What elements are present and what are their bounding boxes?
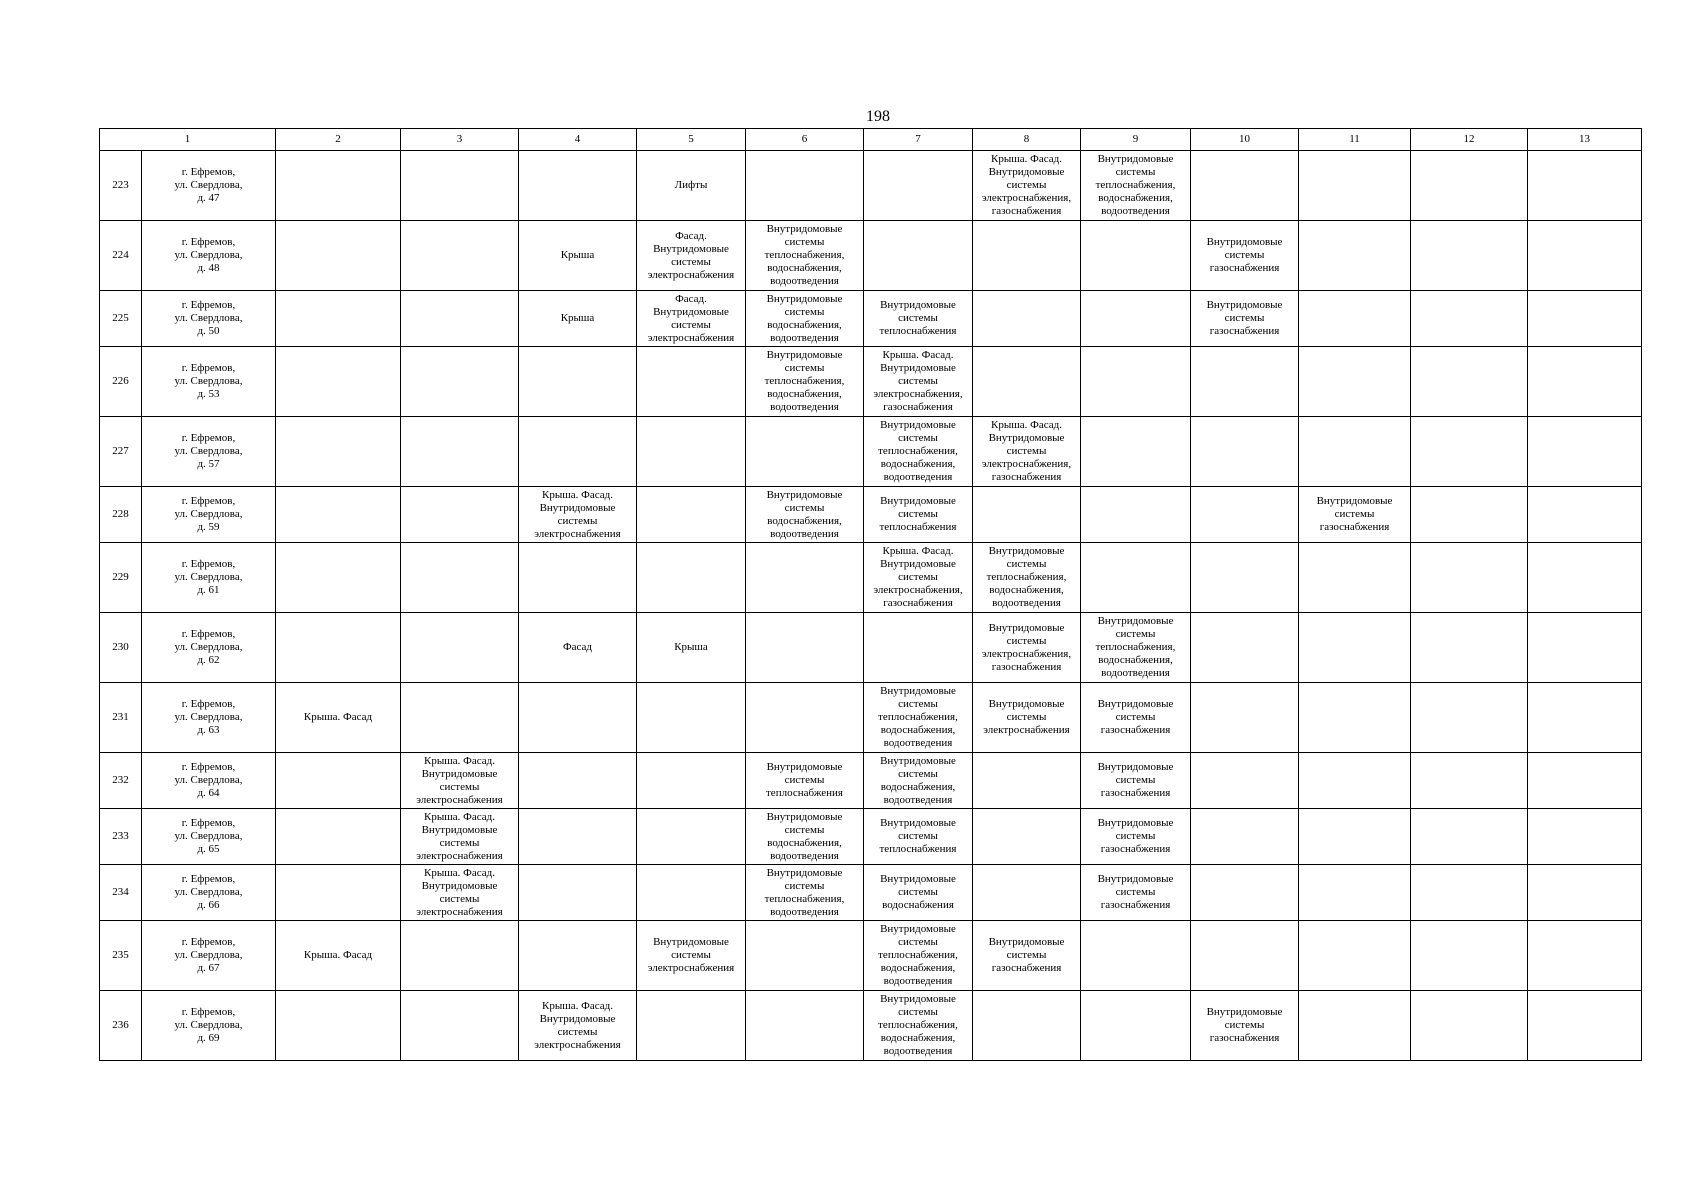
- table-row: [100, 417, 1642, 487]
- table-cell: [276, 991, 401, 1061]
- table-cell: [519, 865, 637, 921]
- table-cell: [1528, 221, 1642, 291]
- column-header: 2: [276, 129, 401, 151]
- table-cell: [1528, 991, 1642, 1061]
- table-cell: [1081, 417, 1191, 487]
- column-header: 7: [864, 129, 973, 151]
- address-cell: г. Ефремов, ул. Свердлова, д. 66: [142, 865, 276, 921]
- table-row: [100, 543, 1642, 613]
- table-cell: [1081, 921, 1191, 991]
- address-cell: г. Ефремов, ул. Свердлова, д. 65: [142, 809, 276, 865]
- table-cell: Внутридомовые системы газоснабжения: [1191, 991, 1299, 1061]
- table-row: [100, 613, 1642, 683]
- table-cell: [1528, 753, 1642, 809]
- repair-schedule-table: [99, 128, 1642, 1061]
- table-cell: [401, 221, 519, 291]
- table-cell: Крыша. Фасад. Внутридомовые системы электроснабжения: [519, 991, 637, 1061]
- table-cell: [519, 809, 637, 865]
- table-cell: [1299, 991, 1411, 1061]
- table-cell: [1191, 543, 1299, 613]
- table-cell: [1081, 487, 1191, 543]
- column-header: 8: [973, 129, 1081, 151]
- row-number: 228: [100, 487, 142, 543]
- header-row: [100, 129, 1642, 151]
- column-header: 12: [1411, 129, 1528, 151]
- table-cell: [746, 613, 864, 683]
- address-cell: г. Ефремов, ул. Свердлова, д. 61: [142, 543, 276, 613]
- row-number: 235: [100, 921, 142, 991]
- table-cell: [276, 291, 401, 347]
- table-cell: Крыша. Фасад: [276, 921, 401, 991]
- table-cell: [1411, 347, 1528, 417]
- table-cell: [1191, 683, 1299, 753]
- table-cell: Внутридомовые системы водоснабжения, водоотведения: [746, 809, 864, 865]
- table-cell: [1411, 417, 1528, 487]
- table-cell: [973, 221, 1081, 291]
- table-cell: Внутридомовые системы водоснабжения, водоотведения: [746, 291, 864, 347]
- row-number: 225: [100, 291, 142, 347]
- address-cell: г. Ефремов, ул. Свердлова, д. 63: [142, 683, 276, 753]
- address-cell: г. Ефремов, ул. Свердлова, д. 64: [142, 753, 276, 809]
- table-cell: [1299, 683, 1411, 753]
- table-cell: [1191, 151, 1299, 221]
- table-cell: [519, 543, 637, 613]
- table-cell: [401, 921, 519, 991]
- column-header: 5: [637, 129, 746, 151]
- table-cell: Внутридомовые системы электроснабжения: [637, 921, 746, 991]
- table-cell: [746, 151, 864, 221]
- table-cell: [1299, 151, 1411, 221]
- table-cell: [1528, 921, 1642, 991]
- address-cell: г. Ефремов, ул. Свердлова, д. 48: [142, 221, 276, 291]
- table-cell: Внутридомовые системы электроснабжения, газоснабжения: [973, 613, 1081, 683]
- table-cell: Крыша: [519, 291, 637, 347]
- table-cell: Крыша. Фасад. Внутридомовые системы электроснабжения: [401, 865, 519, 921]
- table-cell: [401, 683, 519, 753]
- table-cell: Крыша. Фасад: [276, 683, 401, 753]
- table-cell: Фасад. Внутридомовые системы электроснабжения: [637, 221, 746, 291]
- table-cell: Внутридомовые системы теплоснабжения, водоснабжения, водоотведения: [746, 221, 864, 291]
- table-cell: [276, 487, 401, 543]
- table-cell: [637, 487, 746, 543]
- table-cell: [973, 809, 1081, 865]
- table-cell: [276, 865, 401, 921]
- table-cell: Внутридомовые системы электроснабжения: [973, 683, 1081, 753]
- table-cell: [1299, 291, 1411, 347]
- table-cell: [637, 991, 746, 1061]
- row-number: 227: [100, 417, 142, 487]
- column-header: 1: [100, 129, 276, 151]
- table-cell: [1411, 543, 1528, 613]
- table-cell: Внутридомовые системы теплоснабжения, водоснабжения, водоотведения: [864, 417, 973, 487]
- table-cell: [519, 683, 637, 753]
- table-cell: [1191, 347, 1299, 417]
- table-cell: Внутридомовые системы газоснабжения: [1081, 809, 1191, 865]
- table-cell: Внутридомовые системы теплоснабжения, водоснабжения, водоотведения: [1081, 151, 1191, 221]
- table-cell: [1528, 291, 1642, 347]
- table-cell: [1191, 487, 1299, 543]
- table-cell: [1528, 865, 1642, 921]
- table-cell: [746, 543, 864, 613]
- table-cell: Крыша. Фасад. Внутридомовые системы электроснабжения: [401, 753, 519, 809]
- table-row: [100, 753, 1642, 809]
- table-cell: [1299, 613, 1411, 683]
- table-cell: [1191, 809, 1299, 865]
- row-number: 234: [100, 865, 142, 921]
- table-cell: [637, 809, 746, 865]
- row-number: 231: [100, 683, 142, 753]
- table-cell: [519, 417, 637, 487]
- table-cell: Крыша. Фасад. Внутридомовые системы электроснабжения: [401, 809, 519, 865]
- table-cell: [1299, 809, 1411, 865]
- row-number: 224: [100, 221, 142, 291]
- table-cell: [1411, 151, 1528, 221]
- table-cell: [276, 347, 401, 417]
- table-cell: [1411, 613, 1528, 683]
- address-cell: г. Ефремов, ул. Свердлова, д. 57: [142, 417, 276, 487]
- table-cell: [746, 417, 864, 487]
- table-cell: Внутридомовые системы газоснабжения: [1191, 291, 1299, 347]
- table-cell: [864, 221, 973, 291]
- column-header: 4: [519, 129, 637, 151]
- table-cell: Внутридомовые системы газоснабжения: [1081, 683, 1191, 753]
- table-cell: Лифты: [637, 151, 746, 221]
- table-cell: [637, 347, 746, 417]
- row-number: 226: [100, 347, 142, 417]
- table-cell: Внутридомовые системы теплоснабжения, водоснабжения, водоотведения: [1081, 613, 1191, 683]
- table-cell: [1081, 291, 1191, 347]
- address-cell: г. Ефремов, ул. Свердлова, д. 50: [142, 291, 276, 347]
- column-header: 11: [1299, 129, 1411, 151]
- table-row: [100, 991, 1642, 1061]
- table-row: [100, 921, 1642, 991]
- table-cell: Крыша. Фасад. Внутридомовые системы электроснабжения, газоснабжения: [973, 417, 1081, 487]
- table-cell: Внутридомовые системы водоснабжения, водоотведения: [746, 487, 864, 543]
- table-row: [100, 291, 1642, 347]
- row-number: 232: [100, 753, 142, 809]
- table-cell: [1411, 921, 1528, 991]
- table-cell: [1191, 417, 1299, 487]
- table-row: [100, 487, 1642, 543]
- table-cell: Внутридомовые системы водоснабжения, водоотведения: [864, 753, 973, 809]
- table-cell: [637, 865, 746, 921]
- address-cell: г. Ефремов, ул. Свердлова, д. 47: [142, 151, 276, 221]
- address-cell: г. Ефремов, ул. Свердлова, д. 62: [142, 613, 276, 683]
- address-cell: г. Ефремов, ул. Свердлова, д. 53: [142, 347, 276, 417]
- table-row: [100, 151, 1642, 221]
- table-cell: [401, 347, 519, 417]
- table-cell: [401, 417, 519, 487]
- table-cell: Внутридомовые системы теплоснабжения, водоснабжения, водоотведения: [746, 347, 864, 417]
- table-cell: Крыша: [519, 221, 637, 291]
- table-cell: [1191, 921, 1299, 991]
- table-cell: Фасад: [519, 613, 637, 683]
- table-cell: [401, 151, 519, 221]
- table-cell: [401, 487, 519, 543]
- table-cell: [1299, 417, 1411, 487]
- table-cell: Крыша: [637, 613, 746, 683]
- table-cell: [276, 613, 401, 683]
- table-cell: [1299, 347, 1411, 417]
- table-cell: [973, 753, 1081, 809]
- table-cell: Внутридомовые системы теплоснабжения: [864, 809, 973, 865]
- table-cell: [1411, 991, 1528, 1061]
- table-row: [100, 221, 1642, 291]
- table-cell: [1411, 683, 1528, 753]
- row-number: 233: [100, 809, 142, 865]
- table-cell: [973, 991, 1081, 1061]
- table-cell: [746, 683, 864, 753]
- table-row: [100, 809, 1642, 865]
- table-cell: Внутридомовые системы теплоснабжения: [746, 753, 864, 809]
- table-cell: [519, 753, 637, 809]
- table-cell: [276, 151, 401, 221]
- table-cell: [637, 753, 746, 809]
- table-cell: [864, 151, 973, 221]
- table-cell: [1528, 487, 1642, 543]
- table-cell: [1411, 221, 1528, 291]
- column-header: 9: [1081, 129, 1191, 151]
- column-header: 10: [1191, 129, 1299, 151]
- table-cell: [973, 487, 1081, 543]
- table-cell: [1411, 865, 1528, 921]
- table-cell: [1528, 613, 1642, 683]
- page-number: 198: [866, 108, 890, 125]
- table-cell: [1411, 291, 1528, 347]
- row-number: 230: [100, 613, 142, 683]
- table-cell: [401, 543, 519, 613]
- table-cell: [1299, 221, 1411, 291]
- table-cell: [1191, 753, 1299, 809]
- table-cell: [1528, 347, 1642, 417]
- table-cell: [637, 417, 746, 487]
- table-cell: Внутридомовые системы теплоснабжения: [864, 291, 973, 347]
- table-cell: [276, 753, 401, 809]
- table-cell: Внутридомовые системы теплоснабжения: [864, 487, 973, 543]
- table-cell: [1411, 753, 1528, 809]
- table-cell: [1299, 753, 1411, 809]
- table-cell: [1411, 809, 1528, 865]
- table-cell: Внутридомовые системы газоснабжения: [1081, 865, 1191, 921]
- table-cell: [973, 291, 1081, 347]
- table-cell: [1191, 613, 1299, 683]
- table-cell: [1299, 543, 1411, 613]
- table-cell: [1528, 683, 1642, 753]
- table-cell: [746, 991, 864, 1061]
- table-row: [100, 683, 1642, 753]
- table-cell: [276, 221, 401, 291]
- table-cell: [1081, 991, 1191, 1061]
- table-cell: [401, 291, 519, 347]
- row-number: 229: [100, 543, 142, 613]
- row-number: 236: [100, 991, 142, 1061]
- table-cell: Внутридомовые системы газоснабжения: [1299, 487, 1411, 543]
- table-cell: [1299, 921, 1411, 991]
- table-cell: Внутридомовые системы теплоснабжения, водоснабжения, водоотведения: [864, 683, 973, 753]
- table-cell: [973, 347, 1081, 417]
- table-cell: [1081, 543, 1191, 613]
- table-cell: Внутридомовые системы теплоснабжения, водоснабжения, водоотведения: [864, 991, 973, 1061]
- table-cell: Крыша. Фасад. Внутридомовые системы электроснабжения, газоснабжения: [864, 543, 973, 613]
- table-cell: [1081, 347, 1191, 417]
- table-cell: Внутридомовые системы теплоснабжения, водоснабжения, водоотведения: [973, 543, 1081, 613]
- table-cell: [1528, 151, 1642, 221]
- table-cell: [1411, 487, 1528, 543]
- address-cell: г. Ефремов, ул. Свердлова, д. 59: [142, 487, 276, 543]
- column-header: 3: [401, 129, 519, 151]
- address-cell: г. Ефремов, ул. Свердлова, д. 69: [142, 991, 276, 1061]
- table-cell: [637, 543, 746, 613]
- table-cell: [746, 921, 864, 991]
- table-cell: [1528, 543, 1642, 613]
- table-cell: Внутридомовые системы газоснабжения: [1191, 221, 1299, 291]
- column-header: 13: [1528, 129, 1642, 151]
- table-cell: [1528, 809, 1642, 865]
- table-cell: Фасад. Внутридомовые системы электроснабжения: [637, 291, 746, 347]
- table-cell: Внутридомовые системы газоснабжения: [973, 921, 1081, 991]
- table-cell: Внутридомовые системы газоснабжения: [1081, 753, 1191, 809]
- table-cell: Внутридомовые системы теплоснабжения, водоснабжения, водоотведения: [864, 921, 973, 991]
- table-cell: [1299, 865, 1411, 921]
- table-cell: Внутридомовые системы теплоснабжения, водоотведения: [746, 865, 864, 921]
- table-cell: [864, 613, 973, 683]
- table-cell: [519, 347, 637, 417]
- table-cell: [519, 921, 637, 991]
- table-cell: [276, 417, 401, 487]
- table-cell: [973, 865, 1081, 921]
- table-cell: [1081, 221, 1191, 291]
- table-cell: [519, 151, 637, 221]
- column-header: 6: [746, 129, 864, 151]
- table-cell: [637, 683, 746, 753]
- table-cell: [401, 613, 519, 683]
- address-cell: г. Ефремов, ул. Свердлова, д. 67: [142, 921, 276, 991]
- table-cell: [276, 543, 401, 613]
- table-cell: [401, 991, 519, 1061]
- table-cell: Крыша. Фасад. Внутридомовые системы электроснабжения: [519, 487, 637, 543]
- table-cell: [1191, 865, 1299, 921]
- row-number: 223: [100, 151, 142, 221]
- table-cell: Крыша. Фасад. Внутридомовые системы электроснабжения, газоснабжения: [864, 347, 973, 417]
- table-cell: [1528, 417, 1642, 487]
- table-cell: [276, 809, 401, 865]
- table-cell: Крыша. Фасад. Внутридомовые системы электроснабжения, газоснабжения: [973, 151, 1081, 221]
- table-row: [100, 865, 1642, 921]
- table-row: [100, 347, 1642, 417]
- table-cell: Внутридомовые системы водоснабжения: [864, 865, 973, 921]
